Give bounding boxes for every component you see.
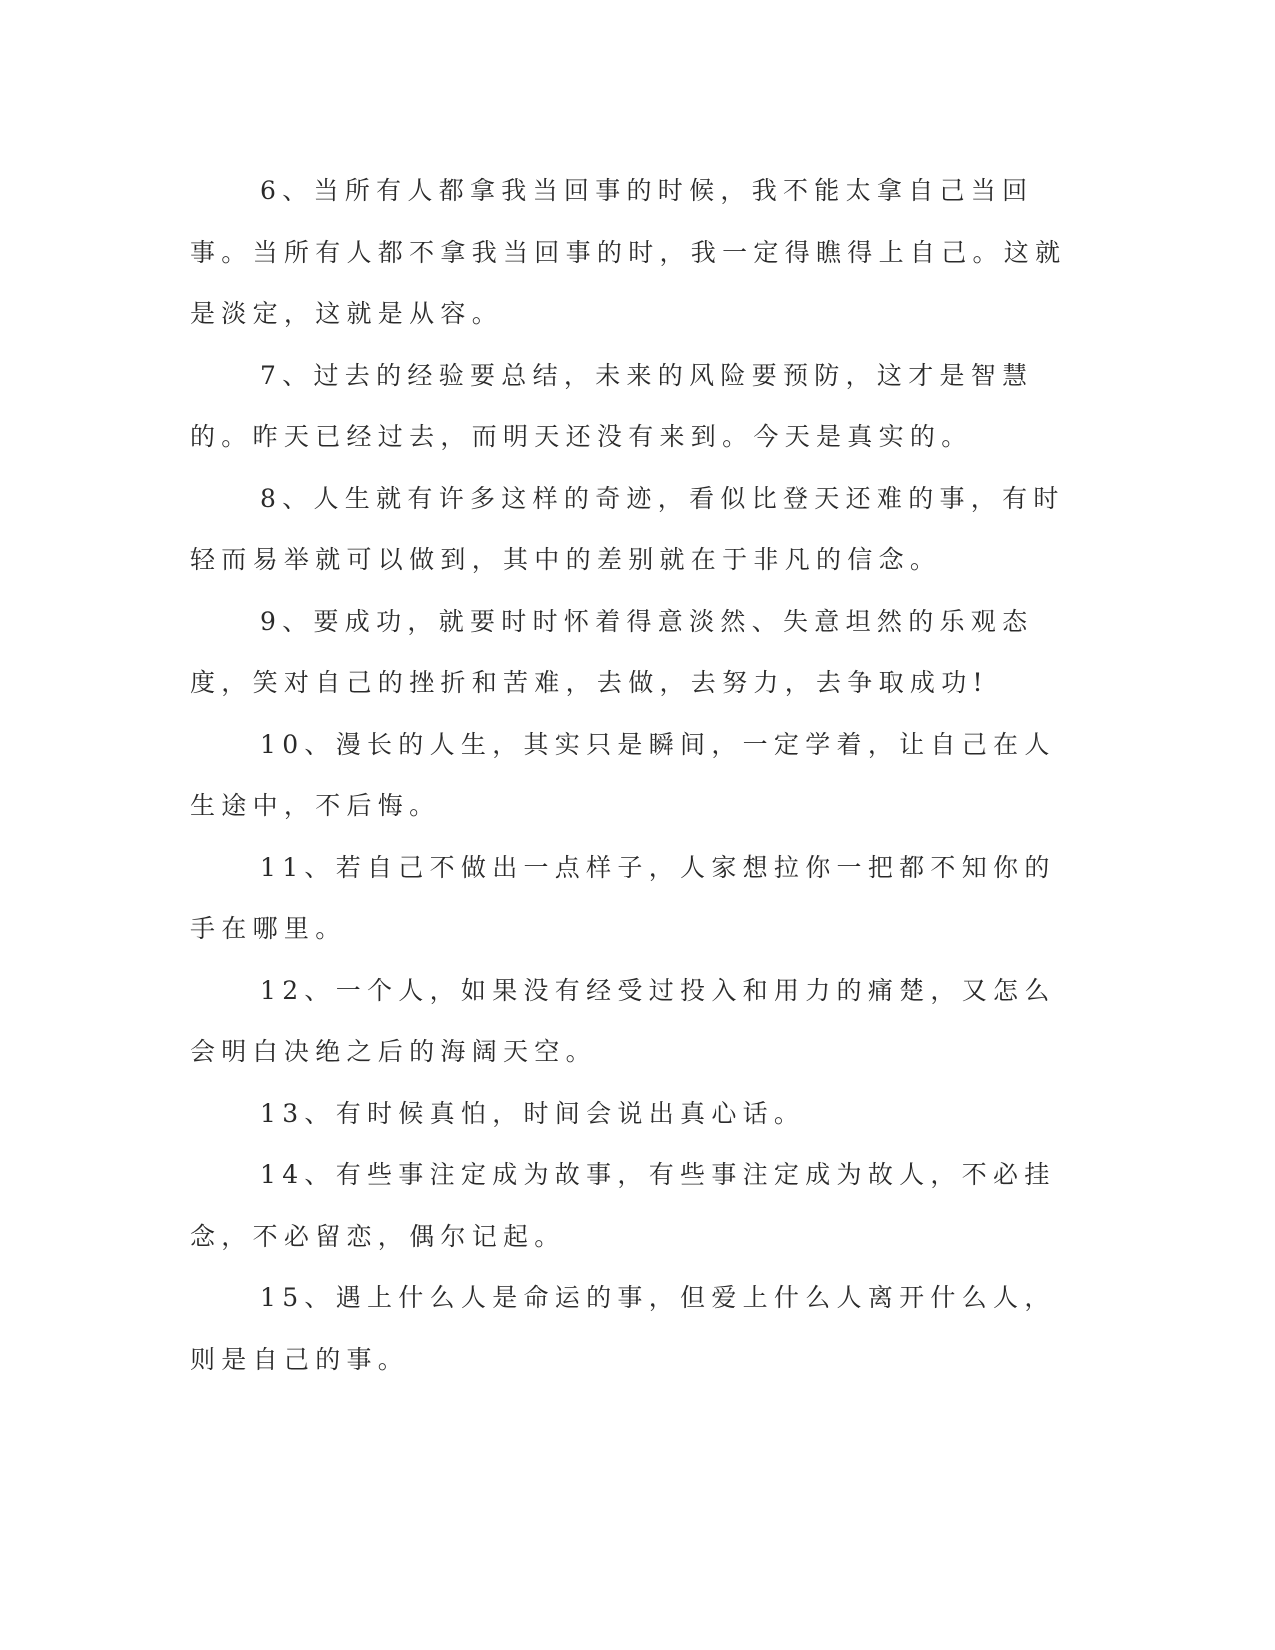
paragraph-item-6: 6、当所有人都拿我当回事的时候，我不能太拿自己当回事。当所有人都不拿我当回事的时，我一定得瞧得上自己。这就是淡定，这就是从容。 [190, 176, 1067, 328]
paragraph-item-14: 14、有些事注定成为故事，有些事注定成为故人，不必挂念，不必留恋，偶尔记起。 [190, 1160, 1056, 1251]
paragraph-item-7: 7、过去的经验要总结，未来的风险要预防，这才是智慧的。昨天已经过去，而明天还没有来到。今天是真实的。 [190, 360, 1034, 451]
paragraph-item-10: 10、漫长的人生，其实只是瞬间，一定学着，让自己在人生途中，不后悔。 [190, 729, 1056, 820]
paragraph-item-13: 13、有时候真怕，时间会说出真心话。 [260, 1098, 806, 1128]
paragraph-item-12: 12、一个人，如果没有经受过投入和用力的痛楚，又怎么会明白决绝之后的海阔天空。 [190, 975, 1056, 1066]
paragraph-item-9: 9、要成功，就要时时怀着得意淡然、失意坦然的乐观态度，笑对自己的挫折和苦难，去做，去努力，去争取成功! [190, 606, 1034, 697]
paragraph-item-8: 8、人生就有许多这样的奇迹，看似比登天还难的事，有时轻而易举就可以做到，其中的差别就在于非凡的信念。 [190, 483, 1065, 574]
document-body [190, 160, 1080, 1390]
paragraph-item-11: 11、若自己不做出一点样子，人家想拉你一把都不知你的手在哪里。 [190, 852, 1056, 943]
paragraph-item-15: 15、遇上什么人是命运的事，但爱上什么人离开什么人，则是自己的事。 [190, 1283, 1056, 1374]
